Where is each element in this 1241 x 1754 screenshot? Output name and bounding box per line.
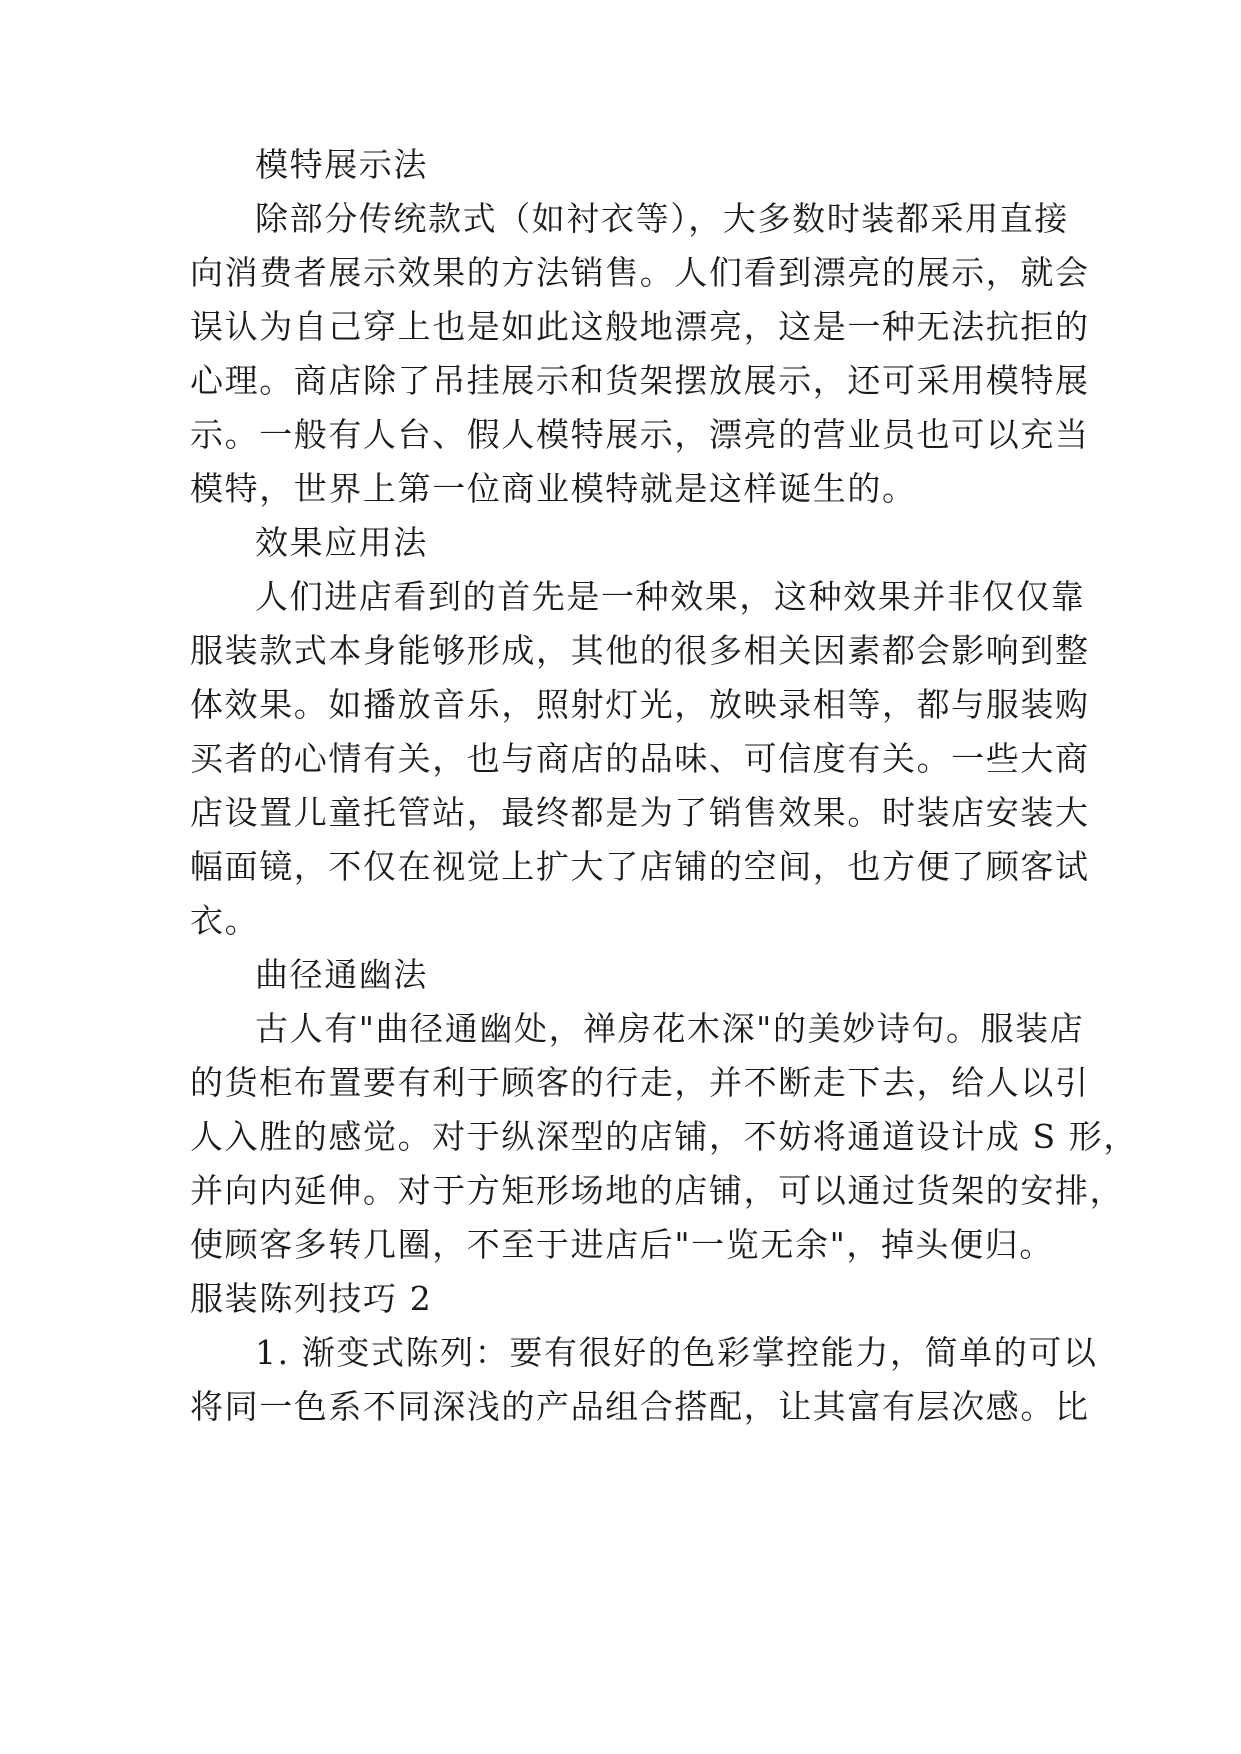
paragraph-line: 1. 渐变式陈列：要有很好的色彩掌控能力，简单的可以 [255, 1333, 1098, 1372]
paragraph-line: 店设置儿童托管站，最终都是为了销售效果。时装店安装大 [190, 793, 1090, 832]
heading-effect-application: 效果应用法 [255, 523, 428, 562]
paragraph-line: 服装款式本身能够形成，其他的很多相关因素都会影响到整 [190, 631, 1090, 670]
paragraph-line: 心理。商店除了吊挂展示和货架摆放展示，还可采用模特展 [190, 361, 1090, 400]
paragraph-line: 将同一色系不同深浅的产品组合搭配，让其富有层次感。比 [190, 1387, 1090, 1426]
paragraph-line: 误认为自己穿上也是如此这般地漂亮，这是一种无法抗拒的 [190, 307, 1090, 346]
paragraph-line: 幅面镜，不仅在视觉上扩大了店铺的空间，也方便了顾客试 [190, 847, 1090, 886]
paragraph-line: 向消费者展示效果的方法销售。人们看到漂亮的展示，就会 [190, 253, 1090, 292]
paragraph-line: 买者的心情有关，也与商店的品味、可信度有关。一些大商 [190, 739, 1090, 778]
paragraph-line: 除部分传统款式（如衬衣等），大多数时装都采用直接 [255, 199, 1069, 238]
paragraph-line: 人们进店看到的首先是一种效果，这种效果并非仅仅靠 [255, 577, 1086, 616]
paragraph-line: 示。一般有人台、假人模特展示，漂亮的营业员也可以充当 [190, 415, 1090, 454]
paragraph-line: 模特，世界上第一位商业模特就是这样诞生的。 [190, 469, 917, 508]
paragraph-line: 使顾客多转几圈，不至于进店后"一览无余"，掉头便归。 [190, 1225, 1054, 1264]
section-title: 服装陈列技巧 2 [190, 1279, 433, 1318]
paragraph-line: 古人有"曲径通幽处，禅房花木深"的美妙诗句。服装店 [255, 1009, 1085, 1048]
paragraph-line: 衣。 [190, 901, 260, 940]
paragraph-line: 的货柜布置要有利于顾客的行走，并不断走下去，给人以引 [190, 1063, 1090, 1102]
paragraph-line: 体效果。如播放音乐，照射灯光，放映录相等，都与服装购 [190, 685, 1090, 724]
paragraph-line: 人入胜的感觉。对于纵深型的店铺，不妨将通道设计成 S 形， [190, 1117, 1138, 1156]
heading-winding-path: 曲径通幽法 [255, 955, 428, 994]
paragraph-line: 并向内延伸。对于方矩形场地的店铺，可以通过货架的安排， [190, 1171, 1125, 1210]
heading-model-display: 模特展示法 [255, 145, 428, 184]
